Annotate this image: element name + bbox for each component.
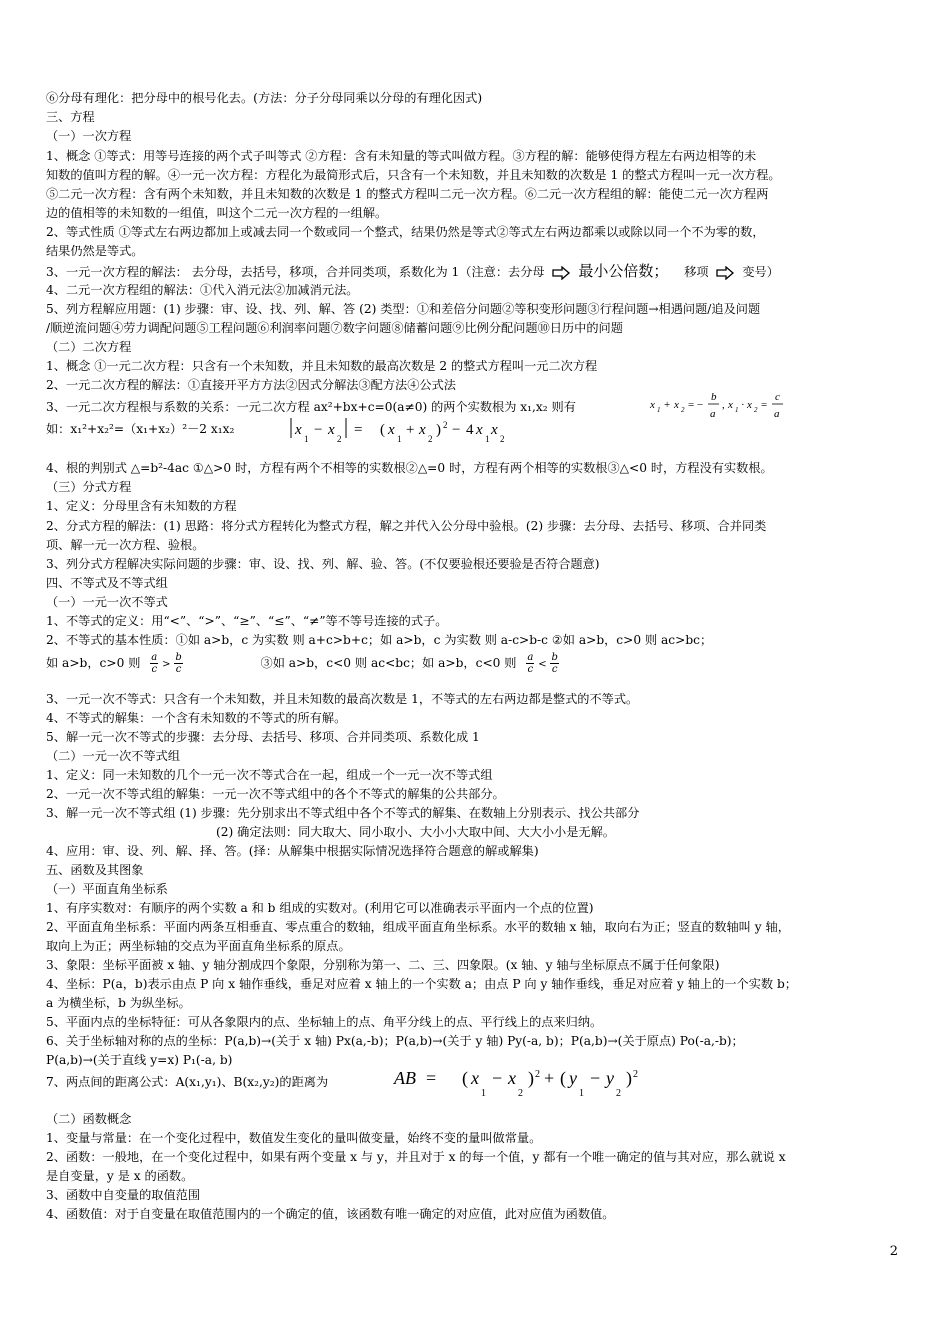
section-heading: 三、方程	[46, 110, 95, 124]
subsection-heading: （二）二次方程	[46, 340, 132, 354]
text-line: 7、两点间的距离公式：A(x₁,y₁)、B(x₂,y₂)的距离为	[46, 1075, 329, 1089]
svg-text:1: 1	[657, 406, 661, 414]
svg-text:2: 2	[633, 1069, 638, 1080]
svg-text:=: =	[354, 422, 363, 438]
svg-text:y: y	[606, 1068, 614, 1088]
svg-text:): )	[626, 1068, 632, 1088]
text-segment: 最小公倍数；	[578, 262, 669, 280]
svg-text:=: =	[761, 399, 768, 411]
svg-text:): )	[436, 422, 441, 438]
svg-text:AB: AB	[394, 1068, 416, 1088]
root-difference-formula	[288, 414, 528, 446]
svg-text:): )	[528, 1068, 534, 1088]
right-arrow-icon	[716, 266, 734, 280]
svg-text:x: x	[650, 399, 655, 411]
svg-text:x: x	[419, 422, 426, 438]
text-line: (2) 确定法则：同大取大、同小取小、大小小大取中间、大大小小是无解。	[216, 825, 615, 839]
svg-text:x: x	[476, 422, 483, 438]
svg-text:2: 2	[535, 1069, 540, 1080]
svg-text:a: a	[774, 408, 780, 420]
distance-formula	[392, 1062, 668, 1102]
text-line: 4、二元一次方程组的解法：①代入消元法②加减消元法。	[46, 283, 359, 297]
svg-text:x: x	[295, 422, 302, 438]
svg-text:1: 1	[579, 1088, 584, 1099]
svg-text:1: 1	[735, 406, 739, 414]
text-line: 4、坐标：P(a，b)表示由点 P 向 x 轴作垂线，垂足对应着 x 轴上的一个实数 a；由点 P 向 y 轴作垂线，垂足对应着 y 轴上的一个实数 b；	[46, 977, 797, 991]
svg-text:,: ,	[722, 399, 725, 411]
svg-text:−: −	[492, 1068, 503, 1088]
svg-text:x: x	[471, 1068, 479, 1088]
right-arrow-icon	[552, 266, 570, 280]
text-line: 4、函数值：对于自变量在取值范围内的一个确定的值，该函数有唯一确定的对应值，此对应值为函数值。	[46, 1207, 615, 1221]
section-heading: 四、不等式及不等式组	[46, 576, 168, 590]
svg-text:x: x	[491, 422, 498, 438]
text-line: 项、解一元一次方程、验根。	[46, 538, 205, 552]
svg-text:2: 2	[518, 1088, 523, 1099]
text-line: 6、关于坐标轴对称的点的坐标：P(a,b)→(关于 x 轴) Px(a,-b)；P(a,b)→(关于 y 轴) Py(-a, b)；P(a,b)→(关于原点) Po(-a,-b)；	[46, 1034, 744, 1048]
svg-text:·: ·	[741, 399, 745, 411]
text-line: 2、一元二次方程的解法：①直接开平方方法②因式分解法③配方法④公式法	[46, 378, 456, 392]
text-line: 取向上为正；两坐标轴的交点为平面直角坐标系的原点。	[46, 939, 351, 953]
text-line: 2、一元一次不等式组的解集：一元一次不等式组中的各个不等式的解集的公共部分。	[46, 787, 505, 801]
subsection-heading: （二）一元一次不等式组	[46, 749, 181, 763]
text-line: 结果仍然是等式。	[46, 244, 144, 258]
fraction-b-over-c: $\frac{b}{c}$	[175, 652, 182, 675]
svg-text:4: 4	[466, 422, 474, 438]
text-line: 4、应用：审、设、列、解、择、答。(择：从解集中根据实际情况选择符合题意的解或解集)	[46, 844, 539, 858]
page-number: 2	[889, 1244, 898, 1259]
svg-text:+: +	[664, 399, 671, 411]
subsection-heading: （三）分式方程	[46, 480, 132, 494]
text-segment: 移项	[684, 265, 709, 279]
text-line: 1、定义：同一未知数的几个一元一次不等式合在一起，组成一个一元一次不等式组	[46, 768, 493, 782]
svg-text:c: c	[775, 391, 780, 403]
text-line: a 为横坐标，b 为纵坐标。	[46, 996, 191, 1010]
text-line: 4、根的判别式 △=b²-4ac ①△>0 时，方程有两个不相等的实数根②△=0 时，方程有两个相等的实数根③△<0 时，方程没有实数根。	[46, 461, 773, 475]
text-line: 2、平面直角坐标系：平面内两条互相垂直、零点重合的数轴，组成平面直角坐标系。水平的数轴 x 轴，取向右为正；竖直的数轴叫 y 轴，	[46, 920, 790, 934]
text-line	[46, 262, 779, 281]
text-line: 1、概念 ①等式：用等号连接的两个式子叫等式 ②方程：含有未知量的等式叫做方程。③方程的解：能够使得方程左右两边相等的未	[46, 149, 757, 163]
svg-text:1: 1	[481, 1088, 486, 1099]
section-heading: 五、函数及其图象	[46, 863, 144, 877]
text-line: 知数的值叫方程的解。④一元一次方程：方程化为最简形式后，只含有一个未知数，并且未知数的次数是 1 的整式方程叫一元一次方程。	[46, 168, 781, 182]
fraction-a-over-c: $\frac{a}{c}$	[527, 652, 534, 675]
svg-text:−: −	[314, 422, 323, 438]
text-line: 3、象限：坐标平面被 x 轴、y 轴分割成四个象限，分别称为第一、二、三、四象限。(x 轴、y 轴与坐标原点不属于任何象限)	[46, 958, 720, 972]
svg-text:+: +	[406, 422, 415, 438]
svg-text:−: −	[452, 422, 461, 438]
svg-text:x: x	[508, 1068, 516, 1088]
svg-text:(: (	[462, 1068, 468, 1088]
text-line: 5、列方程解应用题：(1) 步骤：审、设、找、列、解、答 (2) 类型：①和差倍分问题②等积变形问题③行程问题→相遇问题/追及问题	[46, 302, 761, 316]
text-line: 4、不等式的解集：一个含有未知数的不等式的所有解。	[46, 711, 347, 725]
svg-text:2: 2	[500, 434, 505, 444]
svg-text:1: 1	[397, 434, 402, 444]
text-line: 3、解一元一次不等式组 (1) 步骤：先分别求出不等式组中各个不等式的解集、在数轴上分别表示、找公共部分	[46, 806, 640, 820]
subsection-heading: （一）一次方程	[46, 129, 132, 143]
svg-text:=: =	[426, 1068, 437, 1088]
svg-text:+: +	[544, 1068, 555, 1088]
svg-text:−: −	[590, 1068, 601, 1088]
vieta-formula	[648, 386, 800, 424]
fraction-a-over-c: $\frac{a}{c}$	[151, 652, 158, 675]
text-line: 2、函数：一般地，在一个变化过程中，如果有两个变量 x 与 y，并且对于 x 的每一个值，y 都有一个唯一确定的值与其对应，那么就说 x	[46, 1150, 786, 1164]
text-line: P(a,b)→(关于直线 y=x) P₁(-a, b)	[46, 1053, 233, 1067]
text-line: 3、一元二次方程根与系数的关系：一元二次方程 ax²+bx+c=0(a≠0) 的两个实数根为 x₁,x₂ 则有	[46, 400, 576, 414]
text-line: 3、函数中自变量的取值范围	[46, 1188, 201, 1202]
text-line: 3、一元一次不等式：只含有一个未知数，并且未知数的最高次数是 1，不等式的左右两边都是整式的不等式。	[46, 692, 639, 706]
subsection-heading: （一）一元一次不等式	[46, 595, 168, 609]
text-line: 2、不等式的基本性质：①如 a>b，c 为实数 则 a+c>b+c；如 a>b，c 为实数 则 a-c>b-c ②如 a>b，c>0 则 ac>bc；	[46, 633, 713, 647]
svg-text:y: y	[569, 1068, 577, 1088]
text-line: 2、等式性质 ①等式左右两边都加上或减去同一个数或同一个整式，结果仍然是等式②等式左右两边都乘以或除以同一个不为零的数，	[46, 225, 765, 239]
text-line: 如 a>b，c>0 则 $\frac{a}{c}$ > $\frac{b}{c}$ ③如 a>b，c<0 则 ac<bc；如 a>b，c<0 则 $\frac{a}{c}$ < $\frac{b}{c}$	[46, 652, 558, 675]
svg-text:(: (	[560, 1068, 566, 1088]
text-line: 5、解一元一次不等式的步骤：去分母、去括号、移项、合并同类项、系数化成 1	[46, 730, 480, 744]
text-line: 5、平面内点的坐标特征：可从各象限内的点、坐标轴上的点、角平分线上的点、平行线上的点来归纳。	[46, 1015, 603, 1029]
svg-text:b: b	[711, 391, 717, 403]
text-line: 是自变量，y 是 x 的函数。	[46, 1169, 194, 1183]
text-segment: 如 a>b，c>0 则	[46, 656, 141, 670]
text-segment: ③如 a>b，c<0 则 ac<bc；如 a>b，c<0 则	[260, 656, 517, 670]
svg-text:x: x	[328, 422, 335, 438]
svg-text:2: 2	[754, 406, 758, 414]
subsection-heading: （一）平面直角坐标系	[46, 882, 168, 896]
svg-text:x: x	[747, 399, 752, 411]
svg-text:2: 2	[681, 406, 685, 414]
text-line: 1、定义：分母里含有未知数的方程	[46, 499, 237, 513]
svg-text:2: 2	[616, 1088, 621, 1099]
text-line: ⑥分母有理化：把分母中的根号化去。(方法：分子分母同乘以分母的有理化因式)	[46, 91, 483, 105]
text-line: 如：x₁²+x₂²=（x₁+x₂）²－2 x₁x₂	[46, 422, 235, 436]
svg-text:x: x	[728, 399, 733, 411]
text-line: 1、有序实数对：有顺序的两个实数 a 和 b 组成的实数对。(利用它可以准确表示平面内一个点的位置)	[46, 901, 594, 915]
text-segment: 3、一元一次方程的解法： 去分母，去括号，移项，合并同类项，系数化为 1（注意：去分母	[46, 265, 545, 279]
text-line: 边的值相等的未知数的一组值，叫这个二元一次方程的一组解。	[46, 206, 388, 220]
svg-text:2: 2	[443, 420, 448, 430]
text-line: 2、分式方程的解法：(1) 思路：将分式方程转化为整式方程，解之并代入公分母中验根。(2) 步骤：去分母、去括号、移项、合并同类	[46, 519, 767, 533]
svg-text:2: 2	[428, 434, 433, 444]
fraction-b-over-c: $\frac{b}{c}$	[551, 652, 558, 675]
svg-text:x: x	[388, 422, 395, 438]
text-line: /顺逆流问题④劳力调配问题⑤工程问题⑥利润率问题⑦数字问题⑧储蓄问题⑨比例分配问题⑩日历中的问题	[46, 321, 623, 335]
text-line: 1、变量与常量：在一个变化过程中，数值发生变化的量叫做变量，始终不变的量叫做常量。	[46, 1131, 542, 1145]
text-line: 1、不等式的定义：用“<”、“>”、“≥”、“≤”、“≠”等不等号连接的式子。	[46, 614, 448, 628]
text-segment: 变号）	[742, 265, 779, 279]
svg-text:(: (	[380, 422, 385, 438]
svg-text:= −: = −	[688, 399, 704, 411]
svg-text:a: a	[710, 408, 716, 420]
subsection-heading: （二）函数概念	[46, 1112, 132, 1126]
text-line: ⑤二元一次方程：含有两个未知数，并且未知数的次数是 1 的整式方程叫二元一次方程。⑥二元一次方程组的解：能使二元一次方程两	[46, 187, 769, 201]
text-line: 3、列分式方程解决实际问题的步骤：审、设、找、列、解、验、答。(不仅要验根还要验是否符合题意)	[46, 557, 600, 571]
text-line: 1、概念 ①一元二次方程：只含有一个未知数，并且未知数的最高次数是 2 的整式方程叫一元二次方程	[46, 359, 598, 373]
svg-text:2: 2	[337, 434, 342, 444]
svg-text:x: x	[674, 399, 679, 411]
svg-text:1: 1	[304, 434, 309, 444]
svg-text:1: 1	[485, 434, 490, 444]
